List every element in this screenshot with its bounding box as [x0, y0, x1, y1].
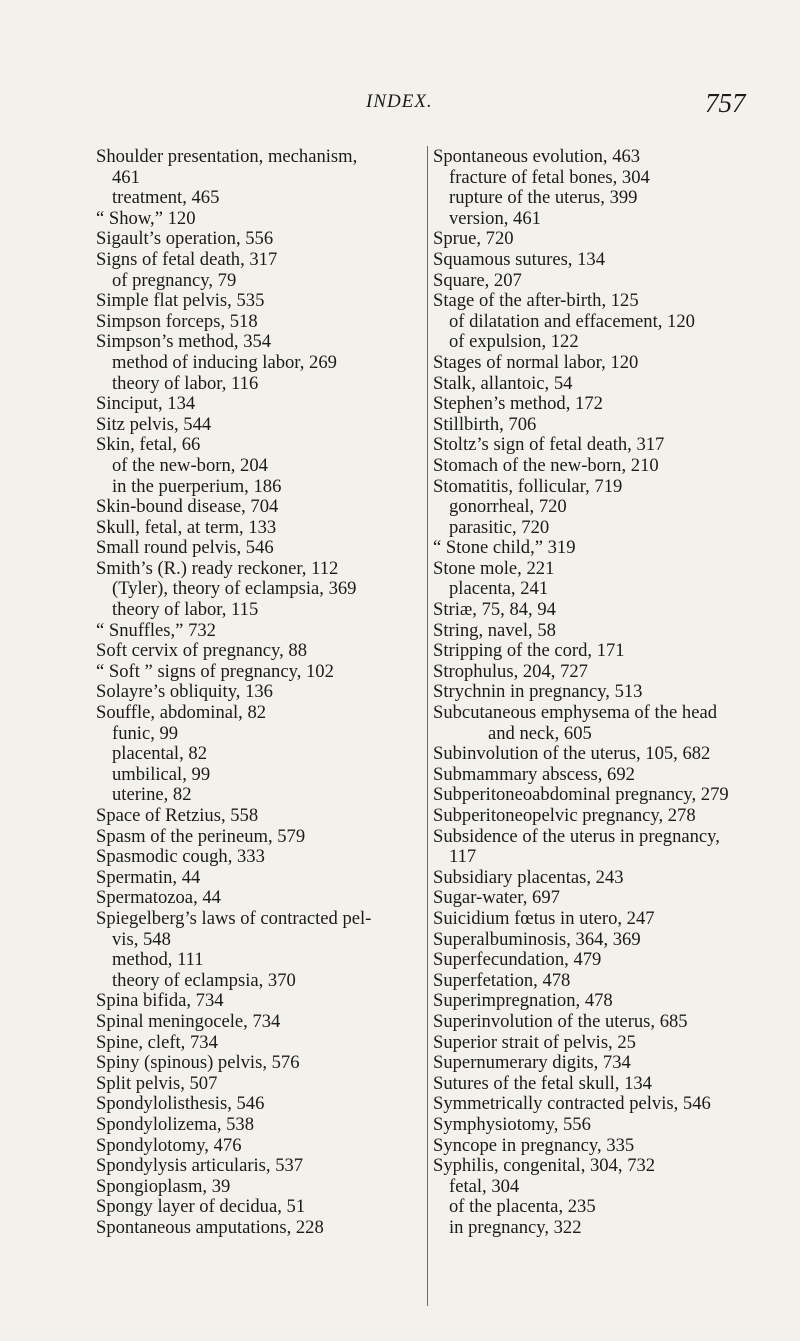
index-entry: Subinvolution of the uterus, 105, 682 [433, 743, 711, 765]
index-entry: Signs of fetal death, 317 [96, 248, 278, 270]
index-entry: Syncope in pregnancy, 335 [433, 1134, 635, 1156]
index-subentry: funic, 99 [112, 722, 179, 744]
index-entry: Stomach of the new-born, 210 [433, 454, 659, 476]
index-entry: Subcutaneous emphysema of the head [433, 702, 717, 724]
index-entry: Sinciput, 134 [96, 393, 196, 415]
index-entry: Simpson forceps, 518 [96, 310, 258, 332]
column-divider [427, 146, 428, 1306]
index-entry: Strychnin in pregnancy, 513 [433, 681, 643, 703]
index-entry: Subsidence of the uterus in pregnancy, [433, 825, 720, 847]
index-subentry: version, 461 [449, 207, 541, 229]
index-subentry: gonorrheal, 720 [449, 496, 567, 518]
index-entry: Sigault’s operation, 556 [96, 228, 274, 250]
index-entry: Superinvolution of the uterus, 685 [433, 1010, 688, 1032]
index-subentry: rupture of the uterus, 399 [449, 187, 638, 209]
index-subentry: fracture of fetal bones, 304 [449, 166, 650, 188]
index-entry: Spermatozoa, 44 [96, 887, 221, 909]
index-subentry: in pregnancy, 322 [449, 1216, 582, 1238]
index-entry: Spasmodic cough, 333 [96, 846, 265, 868]
index-entry: Spondylysis articularis, 537 [96, 1155, 304, 1177]
index-entry: Spina bifida, 734 [96, 990, 224, 1012]
index-entry: Sitz pelvis, 544 [96, 413, 212, 435]
index-subentry: theory of labor, 115 [112, 599, 259, 621]
index-entry: Submammary abscess, 692 [433, 763, 635, 785]
index-subentry: (Tyler), theory of eclampsia, 369 [112, 578, 357, 600]
index-entry: Spinal meningocele, 734 [96, 1010, 281, 1032]
index-subentry: in the puerperium, 186 [112, 475, 282, 497]
index-entry: Soft cervix of pregnancy, 88 [96, 640, 308, 662]
index-entry: Subperitoneoabdominal pregnancy, 279 [433, 784, 729, 806]
index-subentry: theory of labor, 116 [112, 372, 259, 394]
index-entry: Smith’s (R.) ready reckoner, 112 [96, 557, 339, 579]
index-entry: Syphilis, congenital, 304, 732 [433, 1155, 656, 1177]
index-entry: Spondylotomy, 476 [96, 1134, 242, 1156]
index-subentry: of the new-born, 204 [112, 454, 268, 476]
index-entry: Spine, cleft, 734 [96, 1031, 218, 1053]
index-entry: Skin-bound disease, 704 [96, 496, 279, 518]
index-entry: String, navel, 58 [433, 619, 556, 641]
index-subentry: fetal, 304 [449, 1175, 520, 1197]
index-entry: Superfetation, 478 [433, 969, 571, 991]
index-entry: “ Soft ” signs of pregnancy, 102 [96, 660, 334, 682]
index-entry: Souffle, abdominal, 82 [96, 702, 267, 724]
index-entry: Spongioplasm, 39 [96, 1175, 231, 1197]
index-entry: Simpson’s method, 354 [96, 331, 272, 353]
index-entry: Stillbirth, 706 [433, 413, 537, 435]
index-entry: Sugar-water, 697 [433, 887, 560, 909]
index-entry: Sutures of the fetal skull, 134 [433, 1072, 652, 1094]
index-subentry: of expulsion, 122 [449, 331, 579, 353]
index-entry: Simple flat pelvis, 535 [96, 290, 265, 312]
index-subentry: vis, 548 [112, 928, 171, 950]
index-entry: Spermatin, 44 [96, 866, 201, 888]
index-entry: “ Show,” 120 [96, 207, 196, 229]
index-entry: Superimpregnation, 478 [433, 990, 613, 1012]
index-entry: Spontaneous amputations, 228 [96, 1216, 324, 1238]
running-header-title: INDEX. [366, 91, 433, 112]
index-subentry: of the placenta, 235 [449, 1196, 596, 1218]
index-entry: Spontaneous evolution, 463 [433, 146, 641, 167]
index-entry: Spiny (spinous) pelvis, 576 [96, 1052, 300, 1074]
index-entry: Subsidiary placentas, 243 [433, 866, 624, 888]
index-column-right [433, 147, 773, 1238]
index-entry: Small round pelvis, 546 [96, 537, 274, 559]
index-subentry: of pregnancy, 79 [112, 269, 237, 291]
index-subentry: umbilical, 99 [112, 763, 211, 785]
index-entry: Spiegelberg’s laws of contracted pel- [96, 907, 372, 929]
index-entry: Stephen’s method, 172 [433, 393, 603, 415]
index-entry: Space of Retzius, 558 [96, 805, 259, 826]
index-entry: Strophulus, 204, 727 [433, 660, 588, 682]
index-entry: Stoltz’s sign of fetal death, 317 [433, 434, 665, 456]
index-entry: Spondylolisthesis, 546 [96, 1093, 265, 1115]
page-number: 757 [705, 88, 746, 118]
index-entry: Suicidium fœtus in utero, 247 [433, 907, 655, 929]
index-subentry: method of inducing labor, 269 [112, 351, 337, 373]
index-entry: Stalk, allantoic, 54 [433, 372, 573, 394]
index-entry: Superfecundation, 479 [433, 949, 602, 971]
index-entry: Spondylolizema, 538 [96, 1113, 255, 1135]
index-entry: Superalbuminosis, 364, 369 [433, 928, 641, 950]
index-entry: Spongy layer of decidua, 51 [96, 1196, 306, 1218]
index-entry: Subperitoneopelvic pregnancy, 278 [433, 805, 696, 826]
index-entry: Stripping of the cord, 171 [433, 640, 625, 662]
index-subentry: 461 [112, 166, 140, 188]
index-entry: Striæ, 75, 84, 94 [433, 599, 556, 621]
index-entry: “ Stone child,” 319 [433, 537, 576, 559]
index-entry: Skull, fetal, at term, 133 [96, 516, 277, 538]
index-entry: Symphysiotomy, 556 [433, 1113, 591, 1135]
index-column-left [96, 147, 426, 1238]
index-subentry: 117 [449, 846, 477, 868]
index-entry: Solayre’s obliquity, 136 [96, 681, 273, 703]
index-subentry: theory of eclampsia, 370 [112, 969, 296, 991]
index-entry: Stage of the after-birth, 125 [433, 290, 639, 312]
index-subentry: placenta, 241 [449, 578, 549, 600]
index-entry: “ Snuffles,” 732 [96, 619, 216, 641]
index-entry: Stages of normal labor, 120 [433, 351, 639, 373]
index-entry: Stone mole, 221 [433, 557, 555, 579]
index-subentry: method, 111 [112, 949, 204, 971]
index-subentry: and neck, 605 [488, 722, 592, 744]
index-entry: Shoulder presentation, mechanism, [96, 146, 358, 167]
index-subentry: placental, 82 [112, 743, 207, 765]
index-subentry: treatment, 465 [112, 187, 220, 209]
index-entry: Superior strait of pelvis, 25 [433, 1031, 636, 1053]
index-entry: Spasm of the perineum, 579 [96, 825, 306, 847]
index-subentry: parasitic, 720 [449, 516, 550, 538]
index-entry: Stomatitis, follicular, 719 [433, 475, 623, 497]
index-entry: Sprue, 720 [433, 228, 514, 250]
index-entry: Symmetrically contracted pelvis, 546 [433, 1093, 711, 1115]
index-subentry: uterine, 82 [112, 784, 192, 806]
index-subentry: of dilatation and effacement, 120 [449, 310, 695, 332]
index-entry: Supernumerary digits, 734 [433, 1052, 631, 1074]
index-entry: Skin, fetal, 66 [96, 434, 201, 456]
index-entry: Square, 207 [433, 269, 522, 291]
index-entry: Squamous sutures, 134 [433, 248, 605, 270]
index-entry: Split pelvis, 507 [96, 1072, 218, 1094]
